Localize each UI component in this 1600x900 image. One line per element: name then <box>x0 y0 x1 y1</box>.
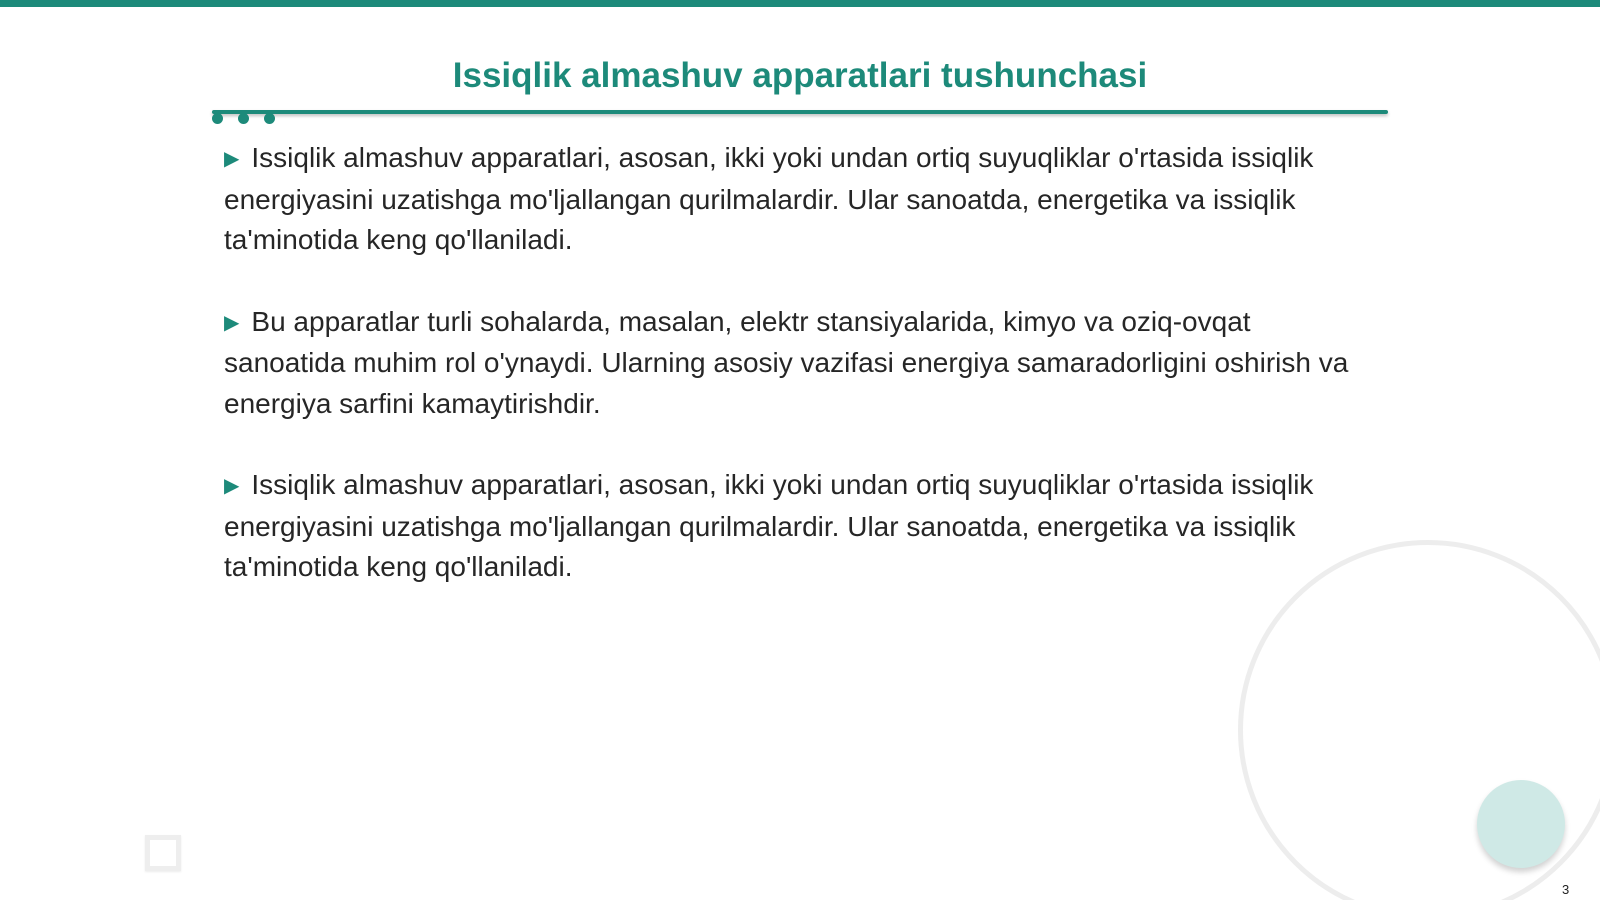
triangle-bullet-icon: ▶ <box>224 475 240 497</box>
page-number: 3 <box>1562 882 1570 897</box>
bullet-text: Issiqlik almashuv apparatlari, asosan, ikki yoki undan ortiq suyuqliklar o'rtasida issiqlik energiyasini uzatishga mo'ljallangan qurilmalardir. Ular sanoatda, energetika va issiqlik ta'minotida keng qo'llaniladi. <box>224 142 1314 255</box>
slide-title: Issiqlik almashuv apparatlari tushunchasi <box>452 56 1148 95</box>
bullet-item <box>224 465 1374 588</box>
decorative-square <box>145 835 181 871</box>
underline-dot <box>238 113 249 124</box>
underline-dot <box>212 113 223 124</box>
underline-dot <box>264 113 275 124</box>
bullet-item <box>224 302 1374 425</box>
bullet-text: Issiqlik almashuv apparatlari, asosan, ikki yoki undan ortiq suyuqliklar o'rtasida issiqlik energiyasini uzatishga mo'ljallangan qurilmalardir. Ular sanoatda, energetika va issiqlik ta'minotida keng qo'llaniladi. <box>224 469 1314 582</box>
triangle-bullet-icon: ▶ <box>224 148 240 170</box>
top-accent-bar <box>0 0 1600 7</box>
title-underline <box>212 110 1388 114</box>
bullet-list <box>224 138 1374 629</box>
decorative-disc <box>1477 780 1565 868</box>
bullet-text: Bu apparatlar turli sohalarda, masalan, elektr stansiyalarida, kimyo va oziq-ovqat sanoatida muhim rol o'ynaydi. Ularning asosiy vazifasi energiya samaradorligini oshirish va energiya sarfini kamaytirishdir. <box>224 305 1349 419</box>
bullet-item <box>224 138 1374 261</box>
triangle-bullet-icon: ▶ <box>224 311 240 334</box>
